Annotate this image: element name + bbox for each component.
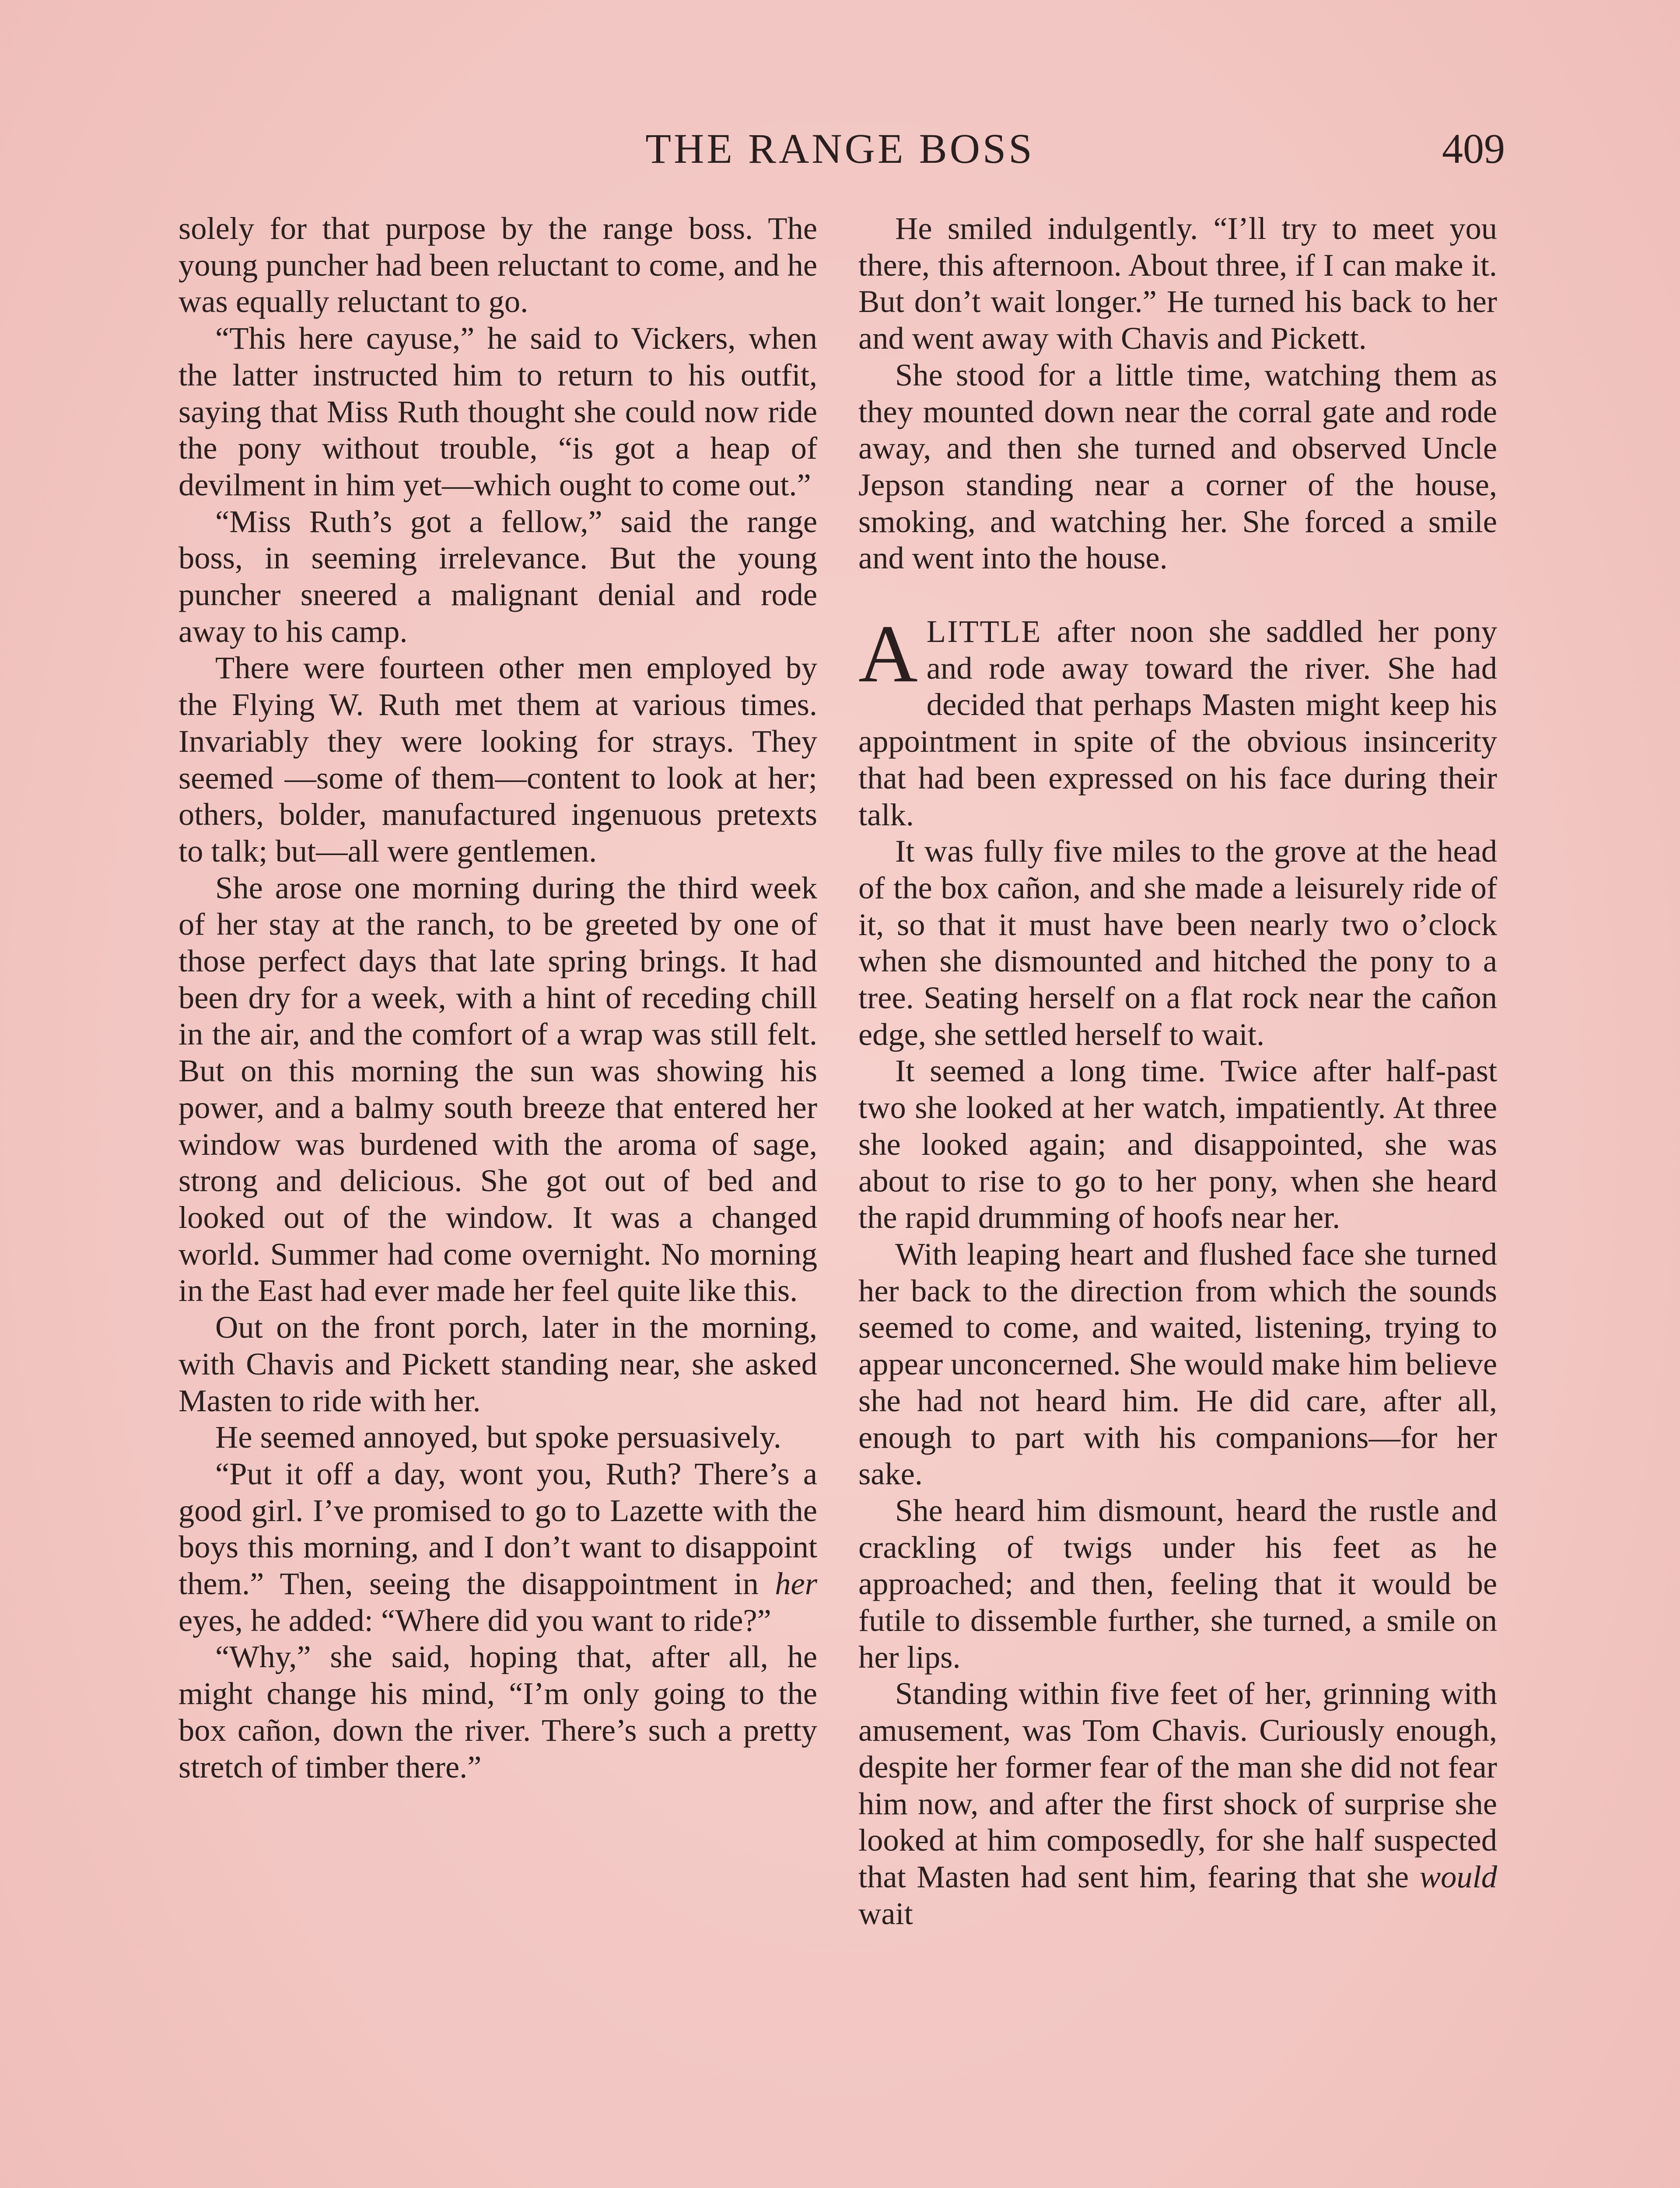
paragraph: solely for that purpose by the range boss. The young puncher had been reluctant to come, and he was equally reluctant to go. xyxy=(178,210,817,319)
text-run: eyes, he added: “Where did you want to ride?” xyxy=(178,1602,771,1638)
text-run: “Put it off a day, wont you, Ruth? There’s a good girl. I’ve promised to go to Lazette with the boys this morning, and I don’t want to disappoint them.” Then, seeing the disappointment in xyxy=(178,1455,817,1602)
paragraph: She heard him dismount, heard the rustle and crackling of twigs under his feet as he approached; and then, feeling that it would be futile to dissemble further, she turned, a smile on her lips. xyxy=(858,1492,1497,1675)
running-title: THE RANGE BOSS xyxy=(645,125,1035,172)
section-first-word: LITTLE xyxy=(926,614,1042,649)
page-header xyxy=(175,118,1505,179)
paragraph: He smiled indulgently. “I’ll try to meet you there, this afternoon. About three, if I can make it. But don’t wait longer.” He turned his back to her and went away with Chavis and Pickett. xyxy=(858,210,1497,356)
italic-text: her xyxy=(775,1566,817,1602)
paragraph: “Miss Ruth’s got a fellow,” said the range boss, in seeming irrelevance. But the young puncher sneered a malignant denial and rode away to his camp. xyxy=(178,503,817,649)
paragraph: He seemed annoyed, but spoke persuasively. xyxy=(215,1419,781,1455)
right-column xyxy=(858,210,1497,1932)
paragraph: “Why,” she said, hoping that, after all, he might change his mind, “I’m only going to the box cañon, down the river. There’s such a pretty stretch of timber there.” xyxy=(178,1639,817,1785)
paragraph: There were fourteen other men employed by the Flying W. Ruth met them at various times. Invariably they were looking for strays. They seemed —some of them—content to look at her; others, bolder, manufactured ingenuous pretexts to talk; but—all were gentlemen. xyxy=(178,650,817,869)
section-opening-paragraph xyxy=(858,608,1497,833)
paragraph: Out on the front porch, later in the morning, with Chavis and Pickett standing near, she asked Masten to ride with her. xyxy=(178,1309,817,1418)
paragraph: She stood for a little time, watching them as they mounted down near the corral gate and rode away, and then she turned and observed Uncle Jepson standing near a corner of the house, smoking, and watching her. She forced a smile and went into the house. xyxy=(858,357,1497,576)
paragraph: “This here cayuse,” he said to Vickers, when the latter instructed him to return to his outfit, saying that Miss Ruth thought she could now ride the pony without trouble, “is got a heap of devilment in him yet—which ought to come out.” xyxy=(178,320,817,502)
text-run: wait xyxy=(858,1895,913,1931)
paragraph: It seemed a long time. Twice after half-past two she looked at her watch, impatiently. At three she looked again; and disappointed, she was about to rise to go to her pony, when she heard the rapid drumming of hoofs near her. xyxy=(858,1053,1497,1235)
drop-cap: A xyxy=(858,608,918,700)
paragraph: She arose one morning during the third week of her stay at the ranch, to be greeted by one of those perfect days that late spring brings. It had been dry for a week, with a hint of receding chill in the air, and the comfort of a wrap was still felt. But on this morning the sun was showing his power, and a balmy south breeze that entered her window was burdened with the aroma of sage, strong and delicious. She got out of bed and looked out of the window. It was a changed world. Summer had come overnight. No morning in the East had ever made her feel quite like this. xyxy=(178,870,817,1308)
paragraph: With leaping heart and flushed face she turned her back to the direction from which the sounds seemed to come, and waited, listening, trying to appear unconcerned. She would make him believe she had not heard him. He did care, after all, enough to part with his companions—for her sake. xyxy=(858,1236,1497,1492)
text-run: after noon she saddled her pony and rode away toward the river. She had decided that perhaps Masten might keep his appointment in spite of the obvious insincerity that had been expressed on his face during their talk. xyxy=(858,614,1497,832)
paragraph xyxy=(858,1675,1497,1932)
text-run: Standing within five feet of her, grinning with amusement, was Tom Chavis. Curiously enough, despite her former fear of the man she did not fear him now, and after the first shock of surprise she looked at him composedly, for she half suspected that Masten had sent him, fearing that she xyxy=(858,1676,1497,1894)
paragraph: It was fully five miles to the grove at the head of the box cañon, and she made a leisurely ride of it, so that it must have been nearly two o’clock when she dismounted and hitched the pony to a tree. Seating herself on a flat rock near the cañon edge, she settled herself to wait. xyxy=(858,833,1497,1052)
italic-text: would xyxy=(1419,1858,1497,1894)
page-number: 409 xyxy=(1442,125,1505,172)
left-column xyxy=(178,210,817,1785)
paragraph xyxy=(178,1455,817,1639)
section-break xyxy=(858,576,1497,613)
